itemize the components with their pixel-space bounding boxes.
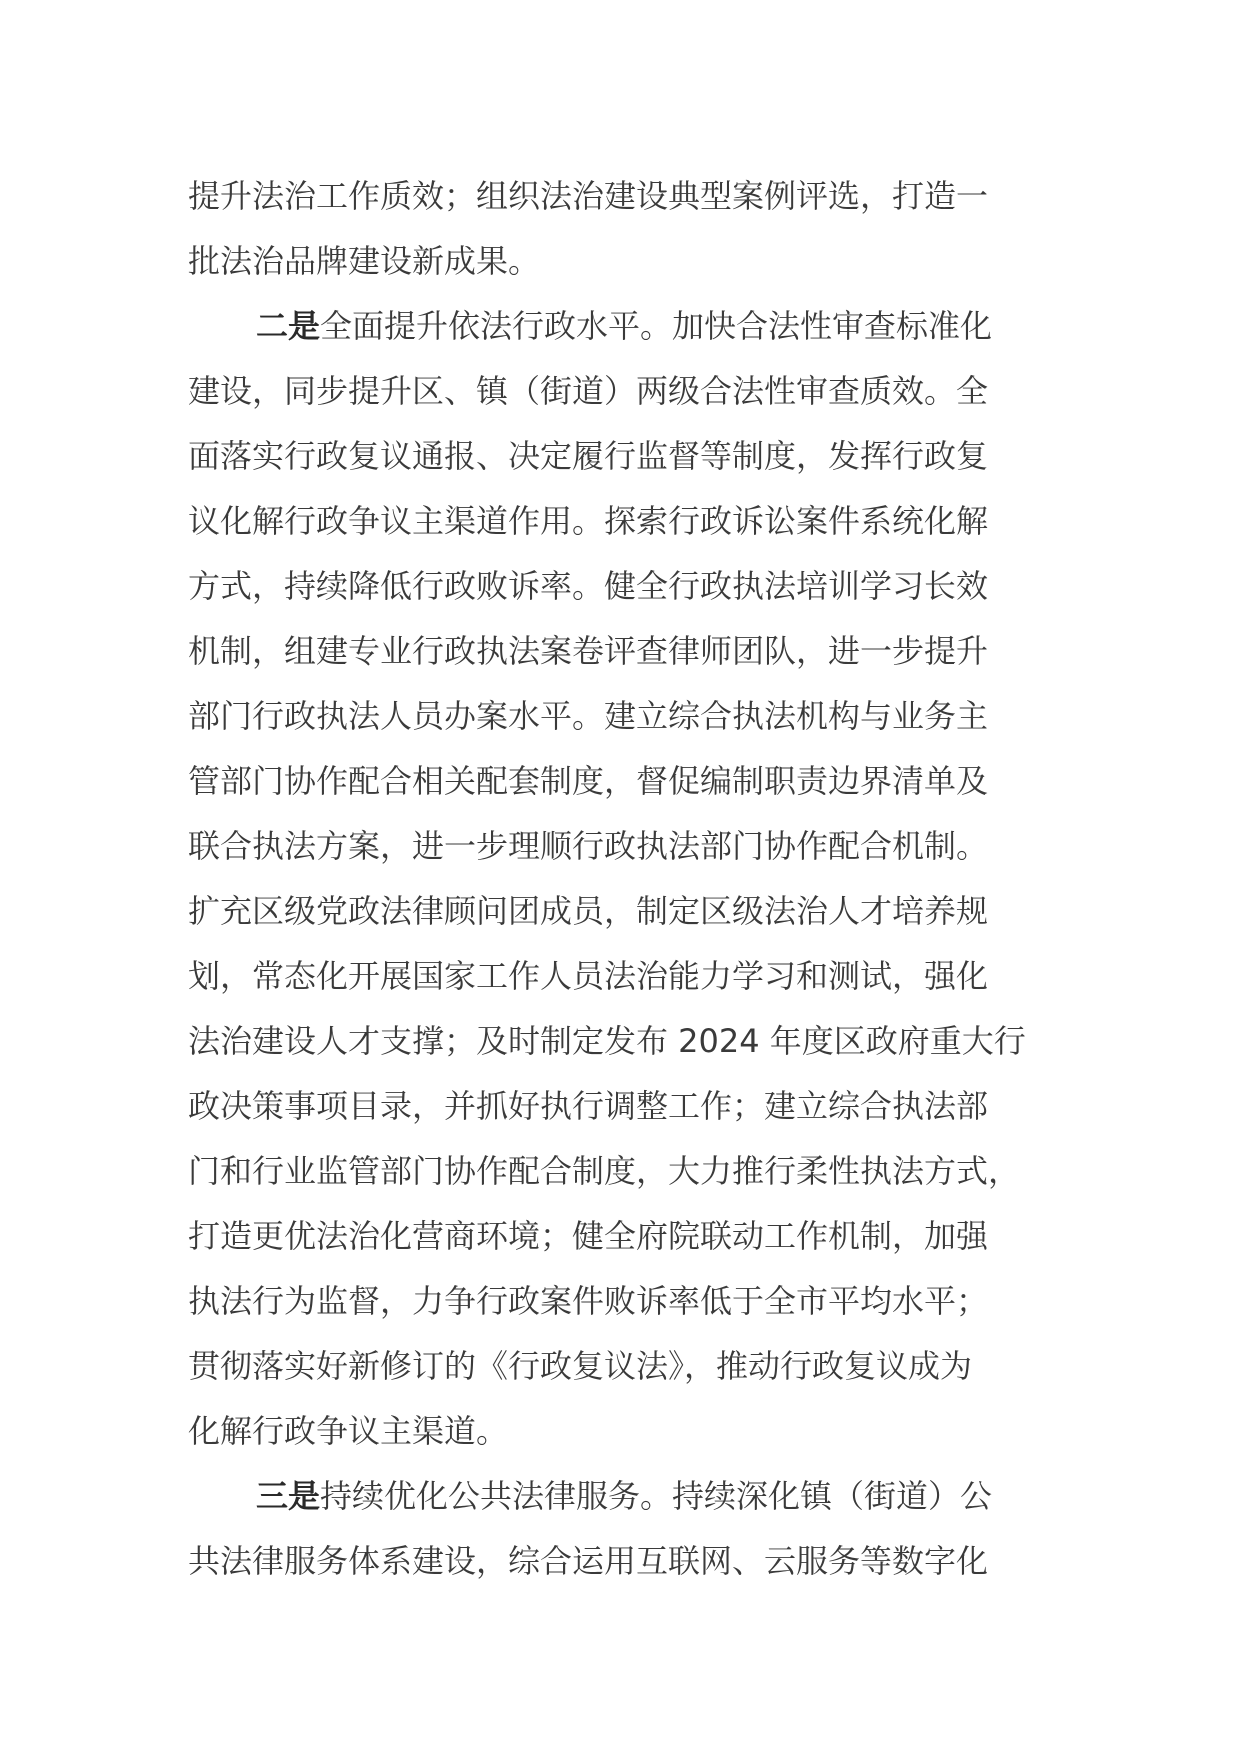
paragraph-1-line-1: 提升法治工作质效；组织法治建设典型案例评选，打造一 [188, 177, 989, 215]
paragraph-2-line-8: 管部门协作配合相关配套制度，督促编制职责边界清单及 [188, 762, 989, 800]
paragraph-2-line-10: 扩充区级党政法律顾问团成员，制定区级法治人才培养规 [188, 892, 989, 930]
paragraph-2-line-6: 机制，组建专业行政执法案卷评查律师团队，进一步提升 [188, 632, 989, 670]
paragraph-2-line-11: 划，常态化开展国家工作人员法治能力学习和测试，强化 [188, 957, 989, 995]
paragraph-2-line-4: 议化解行政争议主渠道作用。探索行政诉讼案件系统化解 [188, 502, 989, 540]
paragraph-2-line-14: 门和行业监管部门协作配合制度，大力推行柔性执法方式， [188, 1152, 1021, 1190]
paragraph-2-line-2: 建设，同步提升区、镇（街道）两级合法性审查质效。全 [188, 372, 989, 410]
paragraph-2-first-line-text: 全面提升依法行政水平。加快合法性审查标准化 [320, 307, 993, 345]
paragraph-2-lead: 二是 [256, 307, 321, 345]
paragraph-2-line-5: 方式，持续降低行政败诉率。健全行政执法培训学习长效 [188, 567, 989, 605]
paragraph-2-line-18: 化解行政争议主渠道。 [188, 1412, 509, 1450]
paragraph-3-line-1 [188, 1464, 1068, 1529]
paragraph-3-line-2: 共法律服务体系建设，综合运用互联网、云服务等数字化 [188, 1542, 989, 1580]
paragraph-2-line-12: 法治建设人才支撑；及时制定发布 2024 年度区政府重大行 [188, 1022, 1026, 1060]
paragraph-2-line-1 [188, 294, 1068, 359]
paragraph-1-line-2: 批法治品牌建设新成果。 [188, 242, 541, 280]
paragraph-3-lead: 三是 [256, 1477, 321, 1515]
paragraph-2-line-15: 打造更优法治化营商环境；健全府院联动工作机制，加强 [188, 1217, 989, 1255]
paragraph-3-first-line-text: 持续优化公共法律服务。持续深化镇（街道）公 [320, 1477, 993, 1515]
paragraph-2-line-16: 执法行为监督，力争行政案件败诉率低于全市平均水平； [188, 1282, 989, 1320]
paragraph-2-line-17: 贯彻落实好新修订的《行政复议法》，推动行政复议成为 [188, 1347, 973, 1385]
paragraph-2-line-7: 部门行政执法人员办案水平。建立综合执法机构与业务主 [188, 697, 989, 735]
paragraph-2-line-3: 面落实行政复议通报、决定履行监督等制度，发挥行政复 [188, 437, 989, 475]
paragraph-2-line-9: 联合执法方案，进一步理顺行政执法部门协作配合机制。 [188, 827, 989, 865]
paragraph-2-line-13: 政决策事项目录，并抓好执行调整工作；建立综合执法部 [188, 1087, 989, 1125]
document-body [188, 164, 1068, 1594]
